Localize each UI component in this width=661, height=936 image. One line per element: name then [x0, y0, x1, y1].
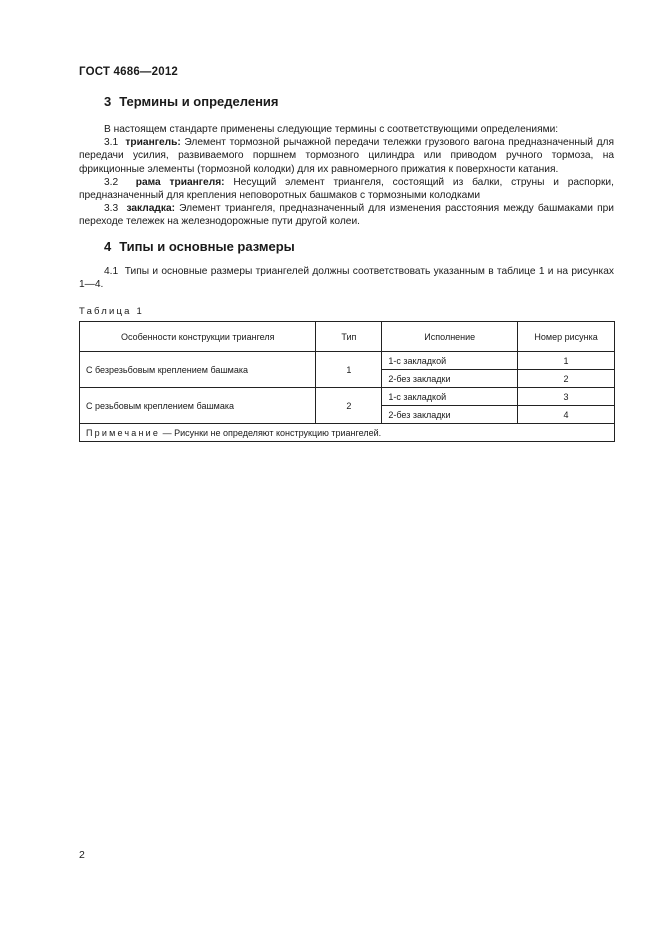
- figure-cell: 2: [518, 370, 615, 388]
- variant-cell: 2-без закладки: [382, 406, 518, 424]
- figure-cell: 4: [518, 406, 615, 424]
- term-3-3-number: 3.3: [104, 203, 119, 215]
- term-3-2-name: рама триангеля:: [135, 176, 225, 188]
- section-3-heading: [104, 94, 279, 109]
- section-4-heading: [104, 239, 295, 254]
- standard-code: ГОСТ 4686—2012: [79, 66, 179, 78]
- section-3-title: Термины и определения: [119, 94, 279, 109]
- section-4-title: Типы и основные размеры: [119, 239, 295, 254]
- para-4-1-number: 4.1: [104, 266, 119, 277]
- types-block: [79, 265, 614, 291]
- figure-cell: 1: [518, 352, 615, 370]
- term-3-1-name: триангель:: [125, 137, 181, 149]
- page-number: 2: [79, 849, 85, 861]
- para-4-1: [79, 265, 614, 291]
- term-3-2-number: 3.2: [104, 176, 119, 188]
- terms-block: [79, 123, 614, 229]
- table-caption: Таблица 1: [79, 306, 144, 317]
- note-text: — Рисунки не определяют конструкцию триангелей.: [160, 427, 382, 438]
- table-note: [80, 424, 615, 442]
- variant-cell: 2-без закладки: [382, 370, 518, 388]
- note-label: Примечание: [86, 427, 161, 438]
- term-3-2-definition: Несущий элемент триангеля, состоящий из балки, струны и распорки, предназначенный для крепления неповоротных башмаков с тормозными колодками: [79, 176, 614, 202]
- term-3-2: [79, 176, 614, 202]
- term-3-1-definition: Элемент тормозной рычажной передачи тележки грузового вагона предназначенный для передачи усилия, развиваемого поршнем тормозного цилиндра или приводом ручного тормоза, на фрикционные элементы (тормозной колодки) для их равномерного прижатия к поверхности катания.: [79, 137, 614, 175]
- term-3-1-number: 3.1: [104, 137, 119, 149]
- term-3-3-name: закладка:: [126, 203, 176, 215]
- header-type: Тип: [316, 322, 382, 352]
- figure-cell: 3: [518, 388, 615, 406]
- term-3-3: [79, 202, 614, 228]
- feature-cell: С безрезьбовым креплением башмака: [80, 352, 316, 388]
- para-4-1-text: Типы и основные размеры триангелей должны соответствовать указанным в таблице 1 и на рисунках 1—4.: [79, 266, 614, 291]
- feature-cell: С резьбовым креплением башмака: [80, 388, 316, 424]
- table-header-row: [80, 322, 615, 352]
- header-figure: Номер рисунка: [518, 322, 615, 352]
- term-3-3-definition: Элемент триангеля, предназначенный для изменения расстояния между башмаками при переходе тележек на железнодорожные пути другой колеи.: [79, 203, 614, 228]
- variant-cell: 1-с закладкой: [382, 388, 518, 406]
- table-row: [80, 352, 615, 370]
- variant-cell: 1-с закладкой: [382, 352, 518, 370]
- section-4-number: 4: [104, 239, 112, 254]
- header-variant: Исполнение: [382, 322, 518, 352]
- table-note-row: [80, 424, 615, 442]
- type-cell: 1: [316, 352, 382, 388]
- term-3-1: [79, 136, 614, 176]
- terms-intro: В настоящем стандарте применены следующие термины с соответствующими определениями:: [104, 124, 559, 135]
- table-row: [80, 388, 615, 406]
- section-3-number: 3: [104, 94, 112, 109]
- type-cell: 2: [316, 388, 382, 424]
- table-1: [79, 321, 615, 442]
- header-feature: Особенности конструкции триангеля: [80, 322, 316, 352]
